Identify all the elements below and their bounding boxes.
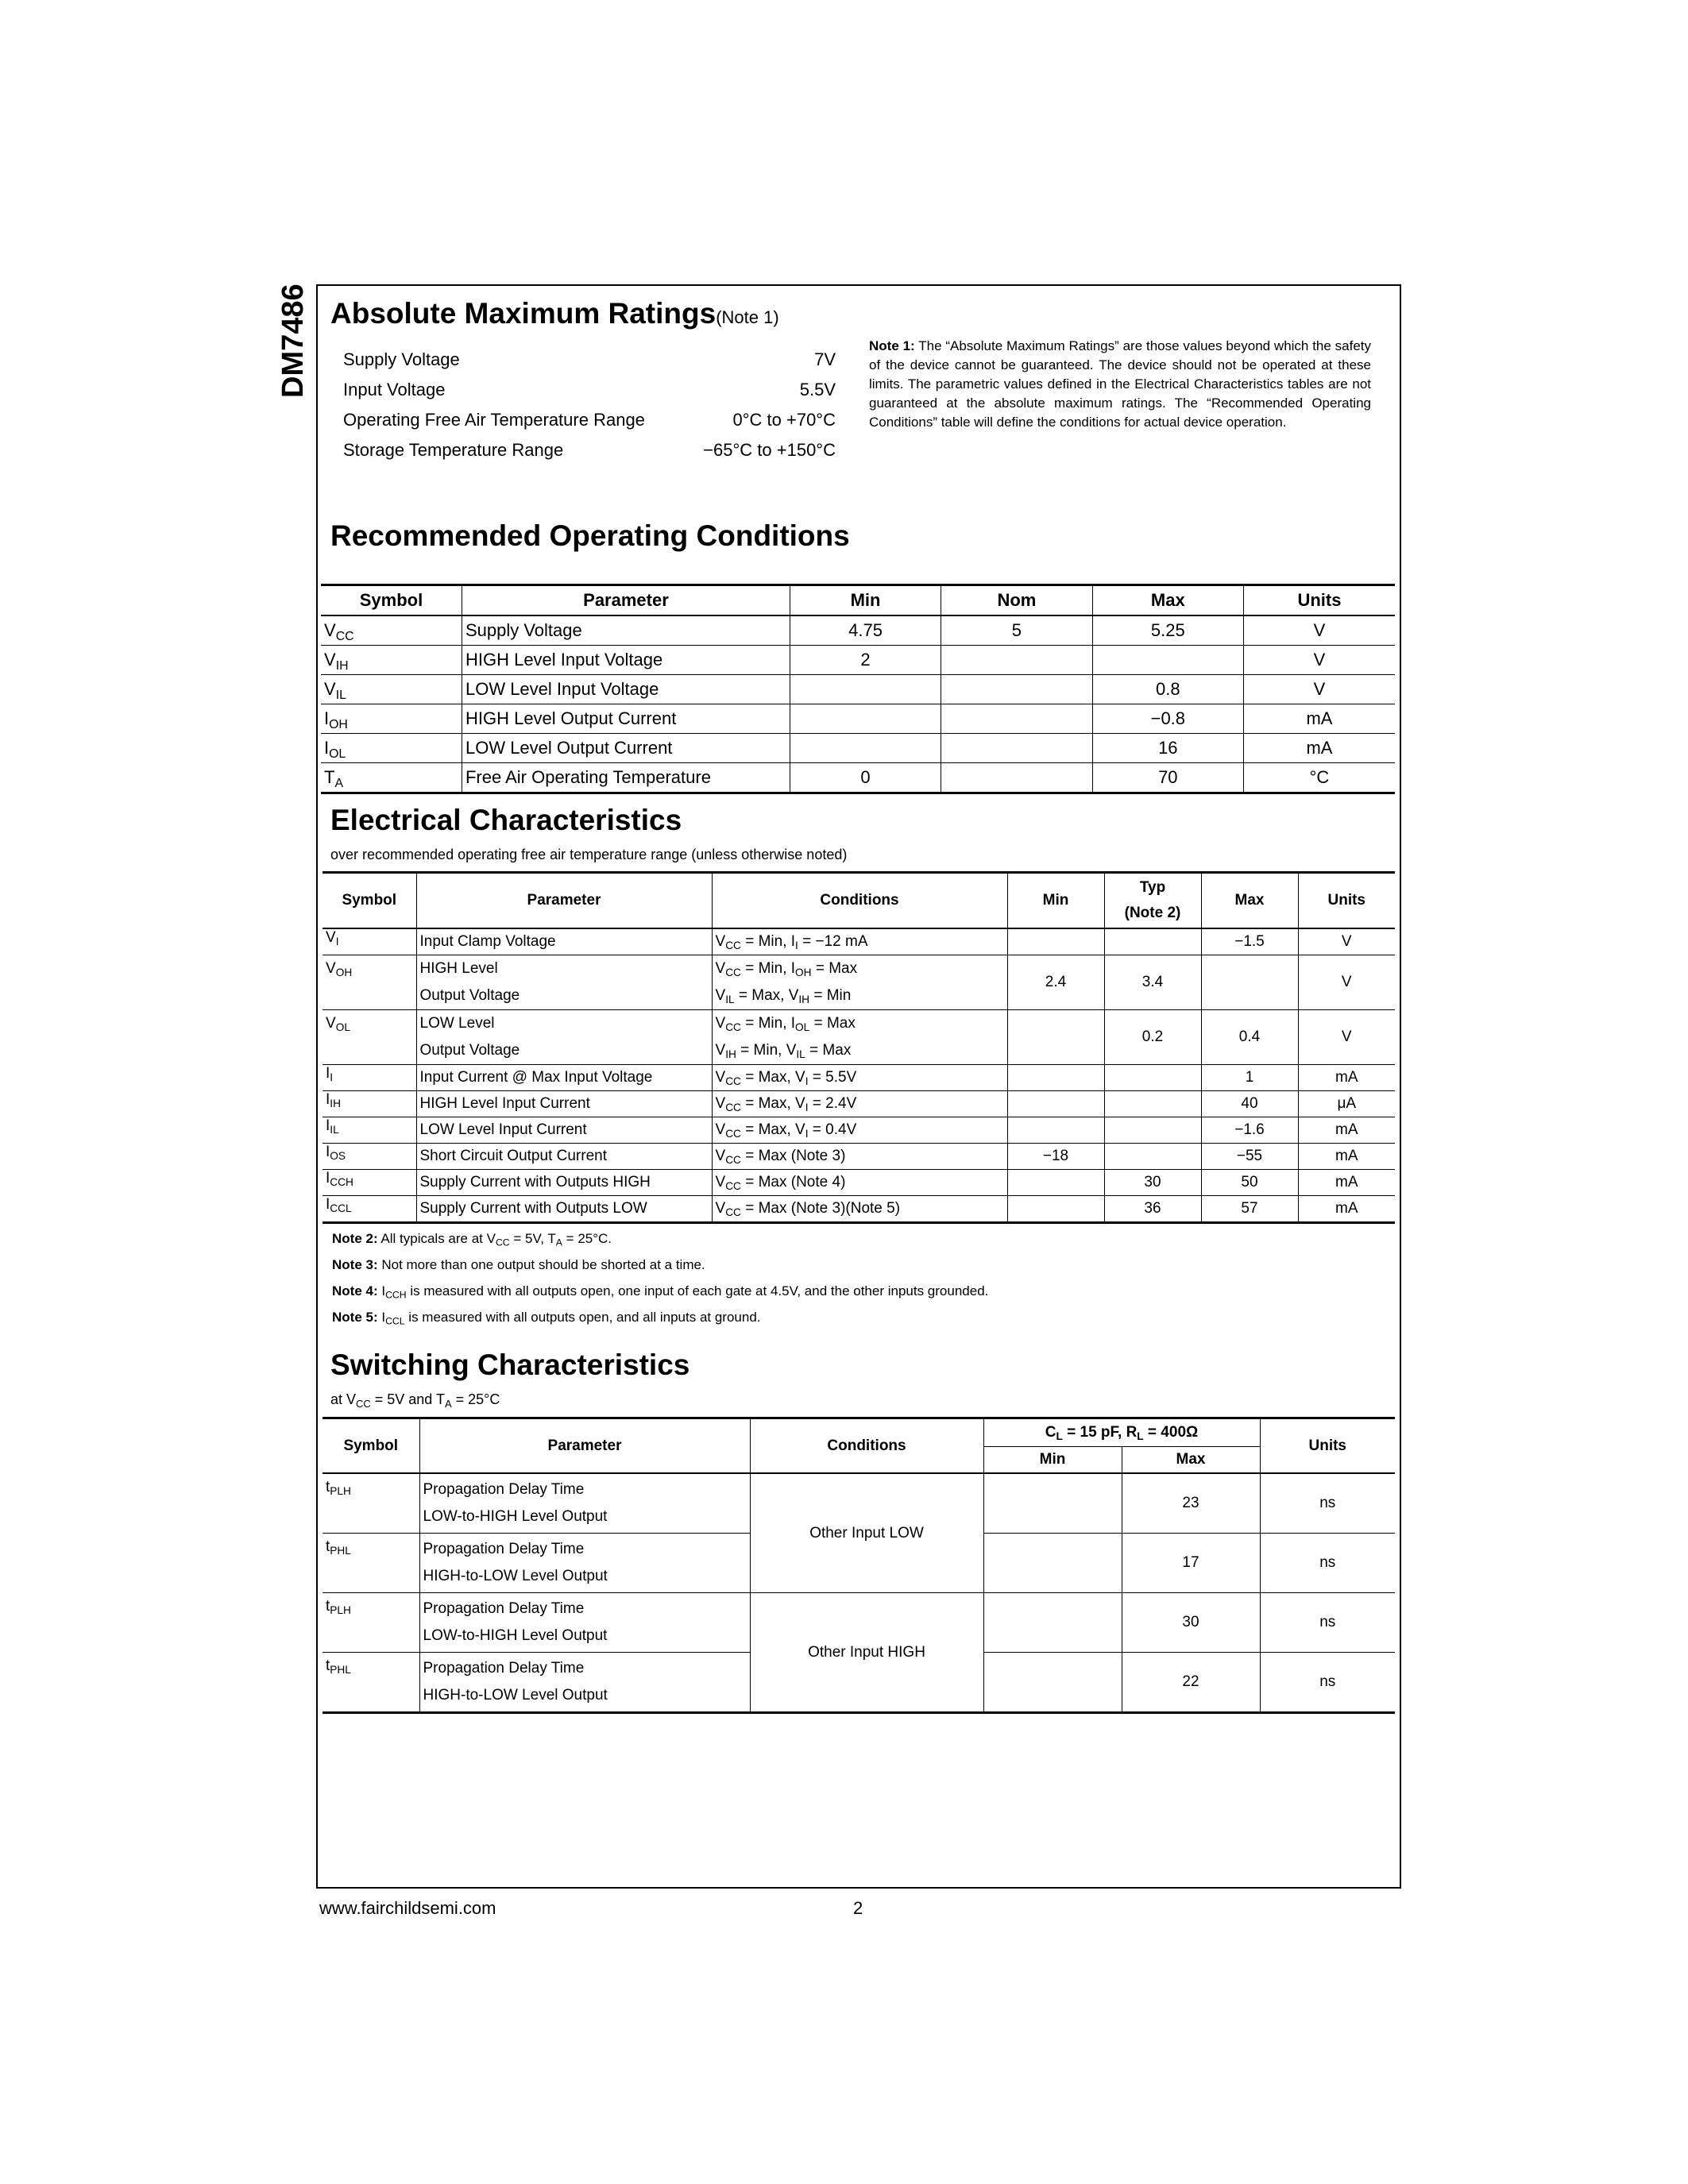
roc-nom [941, 675, 1093, 704]
roc-row [321, 675, 1395, 704]
sc-min [983, 1653, 1122, 1713]
ec-param: Input Current @ Max Input Voltage [416, 1065, 712, 1091]
roc-param: LOW Level Output Current [462, 734, 790, 763]
roc-symbol: $T_A$ [321, 763, 462, 793]
ec-cond: $V_{CC}$ = Max (Note 3)(Note 5) [712, 1196, 1007, 1223]
amr-list [343, 349, 836, 470]
ec-max: −55 [1201, 1144, 1298, 1170]
ec-typ [1104, 1091, 1201, 1117]
roc-units: mA [1243, 734, 1395, 763]
roc-param: Free Air Operating Temperature [462, 763, 790, 793]
sc-param: Propagation Delay Time LOW-to-HIGH Level Output [419, 1593, 750, 1653]
ec-row [323, 1170, 1395, 1196]
roc-row [321, 646, 1395, 675]
ec-max: 0.4 [1201, 1010, 1298, 1065]
roc-max: 0.8 [1092, 675, 1243, 704]
sc-param: Propagation Delay Time HIGH-to-LOW Level Output [419, 1534, 750, 1593]
roc-units: mA [1243, 704, 1395, 734]
amr-value: 7V [814, 349, 836, 369]
ec-typ [1104, 1144, 1201, 1170]
ec-units: V [1298, 955, 1395, 1010]
ec-max: 50 [1201, 1170, 1298, 1196]
roc-row [321, 704, 1395, 734]
note1 [869, 337, 1371, 432]
ec-units: V [1298, 1010, 1395, 1065]
ec-cond: $V_{CC}$ = Min, $I_{OH}$ = Max $V_{IL}$ = Max, $V_{IH}$ = Min [712, 955, 1007, 1010]
ec-units: mA [1298, 1117, 1395, 1144]
ec-subtitle: over recommended operating free air temperature range (unless otherwise noted) [330, 847, 848, 862]
roc-nom [941, 704, 1093, 734]
sc-row [323, 1473, 1395, 1534]
sc-max: 30 [1122, 1593, 1260, 1653]
sc-h-units: Units [1260, 1418, 1395, 1474]
ec-min [1007, 1065, 1104, 1091]
note1-text: The “Absolute Maximum Ratings” are those values beyond which the safety of the device cannot be guaranteed. The device should not be operated at these limits. The parametric values defined in the Electrical Characteristics tables are not guaranteed at the absolute maximum ratings. The “Recommended Operating Conditions” table will define the conditions for actual device operation. [869, 338, 1371, 430]
sc-symbol: $t_{PHL}$ [323, 1534, 419, 1593]
ec-row [323, 1010, 1395, 1065]
sc-h-conditions: Conditions [750, 1418, 983, 1474]
ec-cond: $V_{CC}$ = Max, $V_I = 2.4V$ [712, 1091, 1007, 1117]
ec-cond: $V_{CC}$ = Max, $V_I = 5.5V$ [712, 1065, 1007, 1091]
ec-min: −18 [1007, 1144, 1104, 1170]
ec-param: Input Clamp Voltage [416, 928, 712, 955]
ec-typ [1104, 1117, 1201, 1144]
amr-label: Storage Temperature Range [343, 440, 564, 460]
ec-param: LOW Level Output Voltage [416, 1010, 712, 1065]
ec-min: 2.4 [1007, 955, 1104, 1010]
ec-symbol: $V_{OH}$ [323, 955, 416, 1010]
sc-symbol: $t_{PLH}$ [323, 1473, 419, 1534]
side-title-text: DM7486 [276, 284, 310, 398]
ec-row [323, 928, 1395, 955]
roc-max: 16 [1092, 734, 1243, 763]
ec-units: mA [1298, 1144, 1395, 1170]
ec-note: Note 3: Not more than one output should be shorted at a time. [332, 1257, 705, 1272]
roc-max: 70 [1092, 763, 1243, 793]
ec-min [1007, 1091, 1104, 1117]
roc-row [321, 734, 1395, 763]
sc-h-parameter: Parameter [419, 1418, 750, 1474]
ec-h-min: Min [1007, 873, 1104, 929]
roc-units: V [1243, 675, 1395, 704]
sc-symbol: $t_{PHL}$ [323, 1653, 419, 1713]
ec-typ [1104, 928, 1201, 955]
ec-symbol: $V_{OL}$ [323, 1010, 416, 1065]
sc-max: 23 [1122, 1473, 1260, 1534]
roc-param: Supply Voltage [462, 615, 790, 646]
amr-title-note: (Note 1) [716, 307, 779, 327]
amr-value: 0°C to +70°C [732, 410, 836, 430]
roc-max [1092, 646, 1243, 675]
amr-label: Supply Voltage [343, 349, 460, 369]
roc-table [321, 584, 1395, 794]
ec-cond: $V_{CC}$ = Min, $I_{OL}$ = Max $V_{IH}$ = Min, $V_{IL}$ = Max [712, 1010, 1007, 1065]
ec-cond: $V_{CC}$ = Max, $V_I = 0.4V$ [712, 1117, 1007, 1144]
ec-symbol: $I_{CCL}$ [323, 1196, 416, 1223]
ec-h-typ-label: Typ [1139, 879, 1166, 896]
amr-label: Input Voltage [343, 380, 446, 399]
roc-nom [941, 646, 1093, 675]
roc-header: Symbol [321, 585, 462, 616]
roc-title: Recommended Operating Conditions [330, 519, 850, 552]
ec-max: 1 [1201, 1065, 1298, 1091]
roc-max: 5.25 [1092, 615, 1243, 646]
roc-header: Max [1092, 585, 1243, 616]
ec-param: Supply Current with Outputs HIGH [416, 1170, 712, 1196]
amr-row [343, 349, 836, 380]
roc-units: V [1243, 646, 1395, 675]
amr-title-text: Absolute Maximum Ratings [330, 297, 717, 330]
amr-value: 5.5V [799, 380, 836, 399]
roc-symbol: $V_{IL}$ [321, 675, 462, 704]
ec-cond: $V_{CC}$ = Max (Note 4) [712, 1170, 1007, 1196]
amr-row [343, 410, 836, 440]
roc-row [321, 615, 1395, 646]
ec-row [323, 1117, 1395, 1144]
ec-param: Short Circuit Output Current [416, 1144, 712, 1170]
ec-min [1007, 1117, 1104, 1144]
ec-max: 40 [1201, 1091, 1298, 1117]
roc-nom [941, 763, 1093, 793]
sc-cond: Other Input HIGH [750, 1593, 983, 1713]
roc-min: 0 [790, 763, 941, 793]
roc-min: 4.75 [790, 615, 941, 646]
roc-header: Units [1243, 585, 1395, 616]
ec-cond: $V_{CC}$ = Min, $I_I = -12$ mA [712, 928, 1007, 955]
roc-min [790, 734, 941, 763]
ec-units: V [1298, 928, 1395, 955]
ec-units: mA [1298, 1170, 1395, 1196]
ec-symbol: $I_{IL}$ [323, 1117, 416, 1144]
sc-min [983, 1473, 1122, 1534]
ec-typ: 3.4 [1104, 955, 1201, 1010]
sc-units: ns [1260, 1473, 1395, 1534]
ec-note: Note 5: $I_{CCL}$ is measured with all outputs open, and all inputs at ground. [332, 1310, 761, 1327]
sc-units: ns [1260, 1593, 1395, 1653]
ec-row [323, 1091, 1395, 1117]
ec-h-max: Max [1201, 873, 1298, 929]
note1-label: Note 1: [869, 338, 915, 353]
ec-min [1007, 928, 1104, 955]
sc-units: ns [1260, 1653, 1395, 1713]
roc-header: Nom [941, 585, 1093, 616]
sc-units: ns [1260, 1534, 1395, 1593]
roc-min [790, 704, 941, 734]
ec-symbol: $V_I$ [323, 928, 416, 955]
footer-page: 2 [853, 1898, 863, 1918]
roc-units: V [1243, 615, 1395, 646]
sc-h-max: Max [1122, 1447, 1260, 1474]
sc-param: Propagation Delay Time HIGH-to-LOW Level Output [419, 1653, 750, 1713]
roc-header: Parameter [462, 585, 790, 616]
sc-table [323, 1417, 1395, 1714]
roc-param: HIGH Level Output Current [462, 704, 790, 734]
ec-symbol: $I_{CCH}$ [323, 1170, 416, 1196]
ec-h-conditions: Conditions [712, 873, 1007, 929]
ec-typ: 30 [1104, 1170, 1201, 1196]
roc-symbol: $I_{OH}$ [321, 704, 462, 734]
ec-symbol: $I_I$ [323, 1065, 416, 1091]
roc-max: −0.8 [1092, 704, 1243, 734]
ec-row [323, 1065, 1395, 1091]
ec-units: μA [1298, 1091, 1395, 1117]
ec-note: Note 2: All typicals are at $V_{CC} = 5V$, $T_A = 25^\circ C$. [332, 1231, 612, 1248]
roc-param: HIGH Level Input Voltage [462, 646, 790, 675]
ec-min [1007, 1010, 1104, 1065]
sc-row [323, 1593, 1395, 1653]
ec-param: LOW Level Input Current [416, 1117, 712, 1144]
amr-label: Operating Free Air Temperature Range [343, 410, 645, 430]
ec-units: mA [1298, 1065, 1395, 1091]
roc-nom: 5 [941, 615, 1093, 646]
sc-h-min: Min [983, 1447, 1122, 1474]
amr-row [343, 380, 836, 410]
ec-title: Electrical Characteristics [330, 804, 682, 836]
ec-h-typ-note: (Note 2) [1124, 905, 1181, 921]
ec-units: mA [1298, 1196, 1395, 1223]
ec-row [323, 955, 1395, 1010]
sc-h-load: $C_L = 15$ pF, $R_L = 400\Omega$ [983, 1418, 1260, 1447]
roc-nom [941, 734, 1093, 763]
sc-h-symbol: Symbol [323, 1418, 419, 1474]
ec-param: HIGH Level Output Voltage [416, 955, 712, 1010]
ec-table [323, 871, 1395, 1224]
ec-min [1007, 1196, 1104, 1223]
ec-h-units: Units [1298, 873, 1395, 929]
footer-url: www.fairchildsemi.com [319, 1898, 496, 1918]
roc-units: °C [1243, 763, 1395, 793]
roc-symbol: $V_{IH}$ [321, 646, 462, 675]
sc-subtitle: at $V_{CC} = 5V$ and $T_A = 25^\circ C$ [330, 1391, 500, 1410]
roc-symbol: $I_{OL}$ [321, 734, 462, 763]
ec-h-typ [1104, 873, 1201, 929]
ec-max: −1.5 [1201, 928, 1298, 955]
roc-min: 2 [790, 646, 941, 675]
ec-cond: $V_{CC}$ = Max (Note 3) [712, 1144, 1007, 1170]
ec-symbol: $I_{IH}$ [323, 1091, 416, 1117]
ec-typ: 36 [1104, 1196, 1201, 1223]
sc-param: Propagation Delay Time LOW-to-HIGH Level Output [419, 1473, 750, 1534]
ec-min [1007, 1170, 1104, 1196]
roc-row [321, 763, 1395, 793]
ec-row [323, 1196, 1395, 1223]
ec-row [323, 1144, 1395, 1170]
ec-typ [1104, 1065, 1201, 1091]
ec-symbol: $I_{OS}$ [323, 1144, 416, 1170]
ec-max: 57 [1201, 1196, 1298, 1223]
amr-value: −65°C to +150°C [703, 440, 836, 460]
ec-note: Note 4: $I_{CCH}$ is measured with all outputs open, one input of each gate at 4.5V, and the other inputs grounded. [332, 1283, 989, 1301]
sc-title: Switching Characteristics [330, 1349, 690, 1381]
ec-h-parameter: Parameter [416, 873, 712, 929]
roc-param: LOW Level Input Voltage [462, 675, 790, 704]
sc-max: 17 [1122, 1534, 1260, 1593]
amr-row [343, 440, 836, 470]
ec-h-symbol: Symbol [323, 873, 416, 929]
ec-notes [332, 1231, 988, 1336]
roc-header: Min [790, 585, 941, 616]
sc-symbol: $t_{PLH}$ [323, 1593, 419, 1653]
sc-cond: Other Input LOW [750, 1473, 983, 1593]
ec-param: HIGH Level Input Current [416, 1091, 712, 1117]
ec-typ: 0.2 [1104, 1010, 1201, 1065]
amr-title [330, 297, 779, 330]
ec-param: Supply Current with Outputs LOW [416, 1196, 712, 1223]
sc-min [983, 1593, 1122, 1653]
sc-min [983, 1534, 1122, 1593]
sc-max: 22 [1122, 1653, 1260, 1713]
ec-max [1201, 955, 1298, 1010]
ec-max: −1.6 [1201, 1117, 1298, 1144]
roc-min [790, 675, 941, 704]
roc-symbol: $V_{CC}$ [321, 615, 462, 646]
